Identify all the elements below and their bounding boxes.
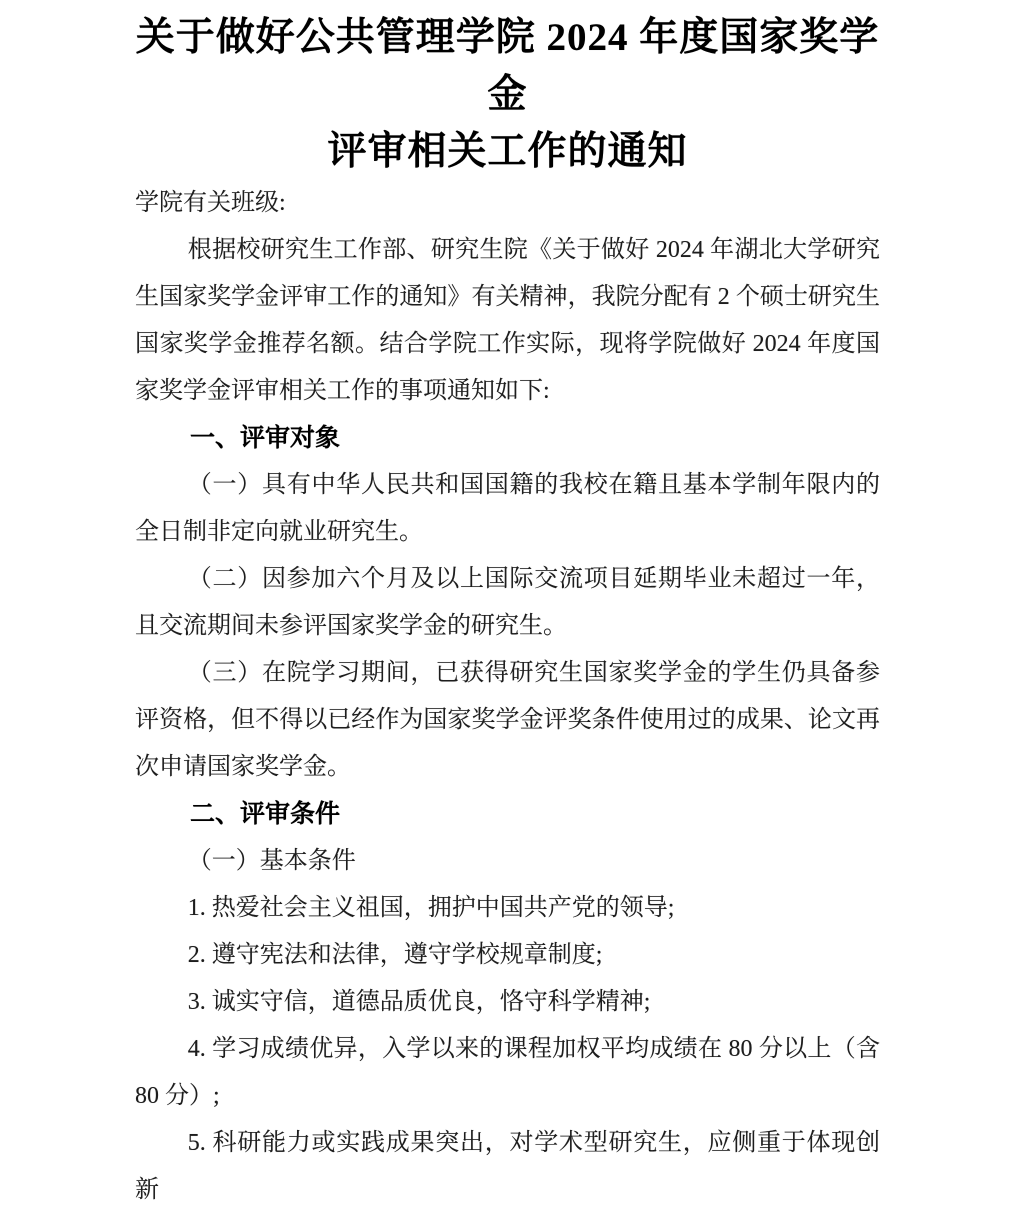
paragraph: （一）具有中华人民共和国国籍的我校在籍且基本学制年限内的全日制非定向就业研究生。 bbox=[135, 472, 880, 545]
paragraph: 根据校研究生工作部、研究生院《关于做好 2024 年湖北大学研究生国家奖学金评审工作的通知》有关精神，我院分配有 2 个硕士研究生国家奖学金推荐名额。结合学院工作实际，现将学院做好 2024 年度国家奖学金评审相关工作的事项通知如下: bbox=[135, 237, 880, 404]
document-title-line-1: 关于做好公共管理学院 2024 年度国家奖学金 bbox=[135, 16, 880, 116]
section-heading: 二、评审条件 bbox=[190, 801, 341, 828]
document-title bbox=[135, 0, 880, 180]
paragraph: 5. 科研能力或实践成果突出，对学术型研究生，应侧重于体现创新 bbox=[135, 1130, 880, 1203]
paragraph: （二）因参加六个月及以上国际交流项目延期毕业未超过一年，且交流期间未参评国家奖学金的研究生。 bbox=[135, 566, 880, 639]
paragraph: 2. 遵守宪法和法律，遵守学校规章制度; bbox=[187, 942, 603, 968]
paragraph: （一）基本条件 bbox=[187, 848, 356, 874]
paragraph: 4. 学习成绩优异，入学以来的课程加权平均成绩在 80 分以上（含 80 分）; bbox=[135, 1036, 880, 1109]
paragraph-list bbox=[135, 227, 880, 1214]
section-heading: 一、评审对象 bbox=[190, 425, 341, 452]
paragraph: 1. 热爱社会主义祖国，拥护中国共产党的领导; bbox=[187, 895, 675, 921]
document-title-line-2: 评审相关工作的通知 bbox=[327, 130, 688, 173]
paragraph: （三）在院学习期间，已获得研究生国家奖学金的学生仍具备参评资格，但不得以已经作为国家奖学金评奖条件使用过的成果、论文再次申请国家奖学金。 bbox=[135, 660, 880, 780]
document-content bbox=[135, 0, 880, 1214]
paragraph: 3. 诚实守信，道德品质优良，恪守科学精神; bbox=[187, 989, 651, 1015]
salutation: 学院有关班级: bbox=[135, 190, 286, 216]
